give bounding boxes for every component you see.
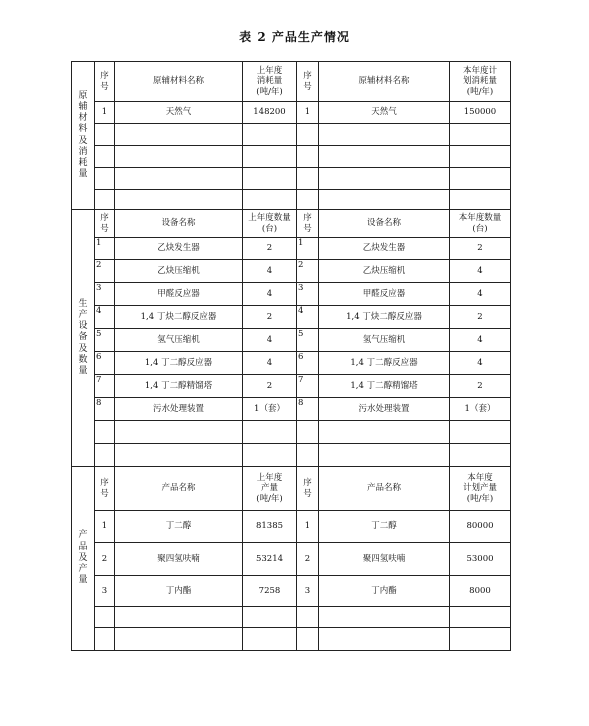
table-cell [243,146,297,168]
table-row [72,283,511,306]
table-cell: 2 [450,306,511,329]
header-line: (吨/年) [466,493,494,504]
header-line: 号 [100,81,109,92]
section-label-char: 消 [78,146,88,157]
table-cell: 2 [450,238,511,260]
products-header-cell [243,467,297,511]
products-header-cell [450,467,511,511]
table-cell: 150000 [450,102,511,124]
table-cell: 2 [243,238,297,260]
row-number-cell [297,168,319,190]
table-cell: 丁内酯 [319,576,450,607]
section-label-char: 原 [78,90,88,101]
table-cell: 2 [243,375,297,398]
table-cell: 4 [243,329,297,352]
table-row [72,190,511,210]
row-number-cell [95,607,115,628]
table-row [72,375,511,398]
table-cell [319,168,450,190]
section-label-char: 耗 [78,158,88,168]
table-cell: 聚四氢呋喃 [115,543,243,576]
row-number-cell: 1 [95,238,115,260]
table-cell [115,168,243,190]
header-line: 产量 [260,483,278,494]
table-row [72,146,511,168]
materials-header-cell [115,62,243,102]
row-number-cell: 1 [297,511,319,543]
header-line: 上年度 [256,472,283,483]
table-cell [319,421,450,444]
table-cell: 53214 [243,543,297,576]
table-cell [450,124,511,146]
table-cell [450,168,511,190]
table-cell: 1,4 丁二醇反应器 [115,352,243,375]
table-cell: 4 [450,352,511,375]
equipment-header-cell [95,210,115,238]
table-row [72,628,511,651]
row-number-cell [297,607,319,628]
row-number-cell: 1 [297,102,319,124]
header-line: 序 [100,477,109,488]
header-line: (吨/年) [256,86,283,97]
products-header-cell [95,467,115,511]
table-cell [243,607,297,628]
table-cell: 乙炔发生器 [319,238,450,260]
header-line: 计划产量 [462,483,497,494]
table-cell: 1,4 丁二醇精馏塔 [115,375,243,398]
table-cell [450,190,511,210]
table-cell [450,607,511,628]
table-cell: 氢气压缩机 [115,329,243,352]
table-cell [115,124,243,146]
table-cell [243,168,297,190]
section-label-char: 材 [78,113,88,123]
table-cell: 天然气 [115,102,243,124]
equipment-header-cell [243,210,297,238]
section-label-char: 量 [78,169,88,180]
materials-header-cell [319,62,450,102]
row-number-cell: 1 [95,511,115,543]
table-cell [243,190,297,210]
table-cell [115,628,243,651]
table-cell: 8000 [450,576,511,607]
equipment-header-cell [450,210,511,238]
products-header-cell [115,467,243,511]
table-row [72,238,511,260]
row-number-cell [95,168,115,190]
row-number-cell: 6 [95,352,115,375]
table-cell: 80000 [450,511,511,543]
equipment-section-label [72,210,95,467]
row-number-cell: 3 [297,576,319,607]
header-line: 划消耗量 [462,76,497,87]
row-number-cell: 7 [95,375,115,398]
section-label-char: 产 [78,564,88,575]
row-number-cell [297,444,319,467]
table-cell: 4 [243,352,297,375]
table-cell: 4 [243,260,297,283]
table-cell: 1,4 丁二醇反应器 [319,352,450,375]
row-number-cell [297,146,319,168]
table-cell: 天然气 [319,102,450,124]
row-number-cell: 2 [95,260,115,283]
row-number-cell: 4 [95,306,115,329]
header-line: 本年度数量 [458,212,502,223]
table-row [72,421,511,444]
materials-section-label [72,62,95,210]
section-label-char: 品 [78,541,88,552]
table-row [72,511,511,543]
table-cell: 乙炔压缩机 [319,260,450,283]
row-number-cell: 1 [95,102,115,124]
table-cell: 4 [450,329,511,352]
header-line: 序 [100,212,109,223]
header-line: (吨/年) [466,86,494,97]
section-label-char: 产 [78,530,88,541]
table-row [72,576,511,607]
section-label-char: 产 [78,309,88,320]
row-number-cell [95,444,115,467]
table-cell: 4 [450,283,511,306]
table-cell: 乙炔压缩机 [115,260,243,283]
table-row [72,124,511,146]
table-row [72,398,511,421]
table-cell: 4 [450,260,511,283]
header-line: 产品名称 [366,483,401,494]
header-line: 号 [303,223,312,234]
row-number-cell: 7 [297,375,319,398]
header-line: 上年度数量 [248,212,291,223]
section-label-char: 量 [78,366,88,377]
row-number-cell [297,421,319,444]
table-row [72,352,511,375]
row-number-cell: 2 [297,260,319,283]
table-cell: 甲醛反应器 [319,283,450,306]
header-line: 号 [303,488,312,499]
table-row [72,607,511,628]
table-cell: 1,4 丁炔二醇反应器 [115,306,243,329]
materials-header-row [72,62,511,102]
table-cell: 53000 [450,543,511,576]
header-line: 序 [303,212,312,223]
table-cell [243,421,297,444]
section-label-char: 及 [78,135,88,146]
table-cell [115,421,243,444]
header-line: 号 [100,223,109,234]
table-cell: 氢气压缩机 [319,329,450,352]
table-cell [450,628,511,651]
row-number-cell [95,628,115,651]
section-label-char: 生 [78,298,88,309]
header-line: 设备名称 [161,218,196,229]
row-number-cell: 5 [297,329,319,352]
row-number-cell [95,190,115,210]
header-line: 本年度 [467,472,493,483]
table-cell: 2 [243,306,297,329]
table-row [72,260,511,283]
table-row [72,168,511,190]
table-cell [319,124,450,146]
section-label-char: 量 [78,575,88,586]
header-line: 上年度 [256,65,283,76]
table-row [72,444,511,467]
production-table [71,61,511,651]
equipment-header-cell [319,210,450,238]
row-number-cell: 8 [297,398,319,421]
equipment-header-cell [115,210,243,238]
table-cell: 148200 [243,102,297,124]
table-cell: 污水处理装置 [319,398,450,421]
section-label-char: 辅 [78,101,88,112]
header-line: 号 [100,488,109,499]
table-cell [243,628,297,651]
header-line: 原辅材料名称 [358,76,410,87]
table-cell: 1（套） [450,398,511,421]
products-header-cell [319,467,450,511]
table-cell: 聚四氢呋喃 [319,543,450,576]
row-number-cell [95,146,115,168]
section-label-char: 设 [78,321,88,332]
table-cell: 2 [450,375,511,398]
table-cell [450,421,511,444]
row-number-cell: 2 [95,543,115,576]
page-title: 表 2 产品生产情况 [239,30,350,44]
table-cell [450,444,511,467]
table-cell: 1,4 丁二醇精馏塔 [319,375,450,398]
row-number-cell [297,628,319,651]
table-cell [319,146,450,168]
header-line: (吨/年) [256,493,283,504]
products-header-cell [297,467,319,511]
table-row [72,306,511,329]
row-number-cell: 2 [297,543,319,576]
products-header-row [72,467,511,511]
materials-header-cell [297,62,319,102]
header-line: (台) [261,223,278,234]
row-number-cell [95,421,115,444]
table-cell [319,607,450,628]
table-cell [243,124,297,146]
table-cell [115,146,243,168]
header-line: 本年度计 [462,65,497,76]
table-cell: 污水处理装置 [115,398,243,421]
materials-header-cell [95,62,115,102]
table-cell: 81385 [243,511,297,543]
table-cell [319,190,450,210]
table-cell: 7258 [243,576,297,607]
table-cell [115,190,243,210]
header-line: 序 [303,70,312,81]
header-line: (台) [472,223,488,234]
row-number-cell [297,190,319,210]
table-cell [243,444,297,467]
table-cell [450,146,511,168]
materials-header-cell [450,62,511,102]
section-label-char: 及 [78,343,88,354]
section-label-char: 数 [78,354,88,365]
table-cell [115,607,243,628]
header-line: 序 [303,477,312,488]
table-cell [319,444,450,467]
table-cell [319,628,450,651]
equipment-header-cell [297,210,319,238]
header-line: 设备名称 [366,218,401,229]
table-cell [115,444,243,467]
table-cell: 甲醛反应器 [115,283,243,306]
row-number-cell: 8 [95,398,115,421]
table-cell: 丁二醇 [115,511,243,543]
row-number-cell: 3 [95,576,115,607]
table-cell: 丁二醇 [319,511,450,543]
equipment-header-row [72,210,511,238]
row-number-cell: 3 [297,283,319,306]
header-line: 消耗量 [256,76,283,87]
table-cell: 4 [243,283,297,306]
row-number-cell [297,124,319,146]
table-row [72,102,511,124]
materials-header-cell [243,62,297,102]
row-number-cell: 5 [95,329,115,352]
table-cell: 1（套） [243,398,297,421]
header-line: 号 [303,81,312,92]
header-line: 序 [100,70,109,81]
row-number-cell: 1 [297,238,319,260]
products-section-label [72,467,95,651]
header-line: 产品名称 [161,483,196,494]
row-number-cell: 4 [297,306,319,329]
table-cell: 乙炔发生器 [115,238,243,260]
table-cell: 1,4 丁炔二醇反应器 [319,306,450,329]
section-label-char: 备 [78,332,88,343]
row-number-cell: 6 [297,352,319,375]
section-label-char: 及 [78,552,88,563]
section-label-char: 料 [78,124,88,135]
table-row [72,329,511,352]
table-row [72,543,511,576]
row-number-cell: 3 [95,283,115,306]
header-line: 原辅材料名称 [152,76,204,87]
row-number-cell [95,124,115,146]
table-cell: 丁内酯 [115,576,243,607]
